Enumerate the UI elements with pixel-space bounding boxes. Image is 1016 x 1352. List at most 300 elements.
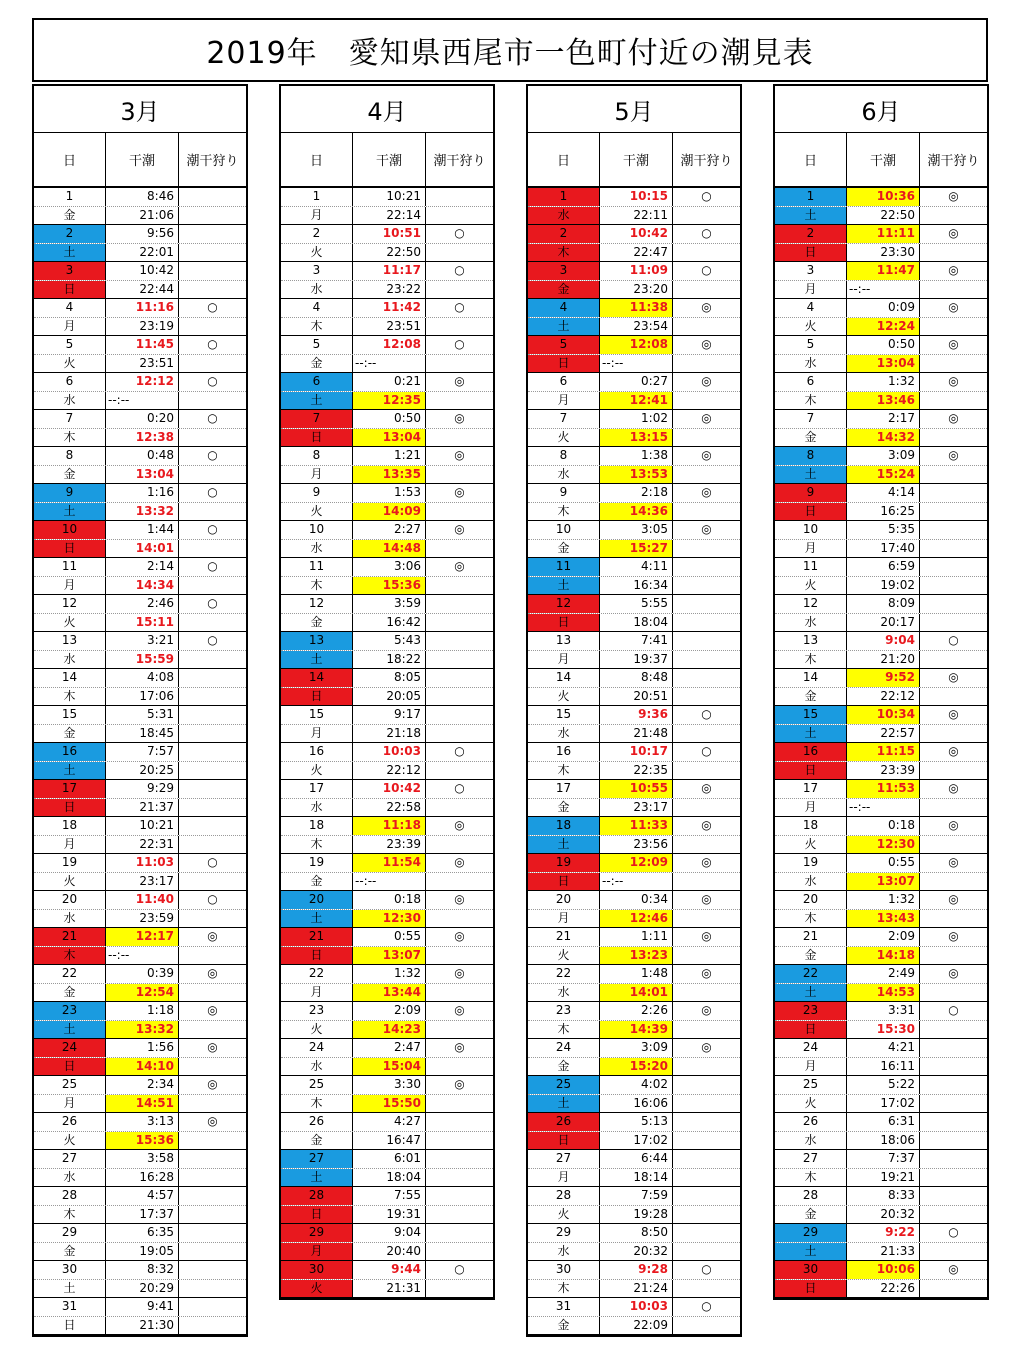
table-row-weekday-16: [775, 762, 987, 781]
empty-cell: [426, 355, 493, 373]
low-tide-1: 9:41: [106, 1298, 179, 1316]
table-row-weekday-18: [34, 836, 246, 855]
empty-cell: [426, 762, 493, 780]
shiohigari-mark: ◎: [948, 189, 959, 203]
low-tide-1: 0:09: [847, 299, 920, 317]
shiohigari-mark: ◎: [701, 818, 712, 832]
low-tide-2: 19:05: [106, 1243, 179, 1261]
weekday: 土: [34, 244, 106, 262]
low-tide-2: 18:04: [353, 1169, 426, 1187]
low-tide-1: 1:38: [600, 447, 673, 465]
empty-cell: [179, 577, 246, 595]
empty-cell: [179, 1280, 246, 1298]
empty-cell: [673, 207, 740, 225]
empty-cell: [673, 651, 740, 669]
table-row-day-20: [528, 891, 740, 910]
table-row-weekday-4: [775, 318, 987, 337]
shiohigari-mark: ◎: [701, 855, 712, 869]
empty-cell: [673, 429, 740, 447]
low-tide-2: 20:29: [106, 1280, 179, 1298]
weekday: 日: [34, 1058, 106, 1076]
month-table-april: [279, 84, 495, 1300]
low-tide-1: 0:20: [106, 410, 179, 428]
table-row-day-3: [281, 262, 493, 281]
table-row-day-18: [34, 817, 246, 836]
shiohigari-mark: [920, 521, 987, 539]
low-tide-1: 7:37: [847, 1150, 920, 1168]
low-tide-1: 10:03: [600, 1298, 673, 1316]
day-number: 5: [775, 336, 847, 354]
day-number: 23: [528, 1002, 600, 1020]
empty-cell: [673, 1132, 740, 1150]
table-row-day-19: [775, 854, 987, 873]
weekday: 土: [775, 466, 847, 484]
table-row-day-24: [281, 1039, 493, 1058]
low-tide-1: 6:35: [106, 1224, 179, 1242]
empty-cell: [920, 799, 987, 817]
empty-cell: [426, 577, 493, 595]
low-tide-2: 18:06: [847, 1132, 920, 1150]
empty-cell: [920, 1206, 987, 1224]
table-row-weekday-29: [775, 1243, 987, 1262]
day-number: 19: [281, 854, 353, 872]
table-row-day-1: [528, 188, 740, 207]
table-row-day-8: [775, 447, 987, 466]
table-row-weekday-9: [775, 503, 987, 522]
weekday: 火: [281, 244, 353, 262]
low-tide-1: 11:18: [353, 817, 426, 835]
low-tide-1: 11:03: [106, 854, 179, 872]
weekday: 月: [528, 651, 600, 669]
shiohigari-mark: ◎: [454, 892, 465, 906]
empty-cell: [920, 466, 987, 484]
day-number: 22: [281, 965, 353, 983]
empty-cell: [426, 466, 493, 484]
low-tide-2: 22:09: [600, 1317, 673, 1335]
low-tide-1: 1:21: [353, 447, 426, 465]
weekday: 水: [34, 910, 106, 928]
table-row-day-6: [281, 373, 493, 392]
low-tide-1: 2:09: [353, 1002, 426, 1020]
shiohigari-mark: ○: [454, 744, 465, 758]
low-tide-2: 14:01: [106, 540, 179, 558]
table-row-weekday-20: [281, 910, 493, 929]
shiohigari-mark: [179, 188, 246, 206]
low-tide-1: 12:17: [106, 928, 179, 946]
shiohigari-mark: ○: [207, 300, 218, 314]
low-tide-1: 10:17: [600, 743, 673, 761]
day-number: 20: [281, 891, 353, 909]
low-tide-1: 10:55: [600, 780, 673, 798]
low-tide-2: 23:20: [600, 281, 673, 299]
weekday: 土: [528, 577, 600, 595]
day-number: 30: [34, 1261, 106, 1279]
column-header-shiohigari: 潮干狩り: [927, 154, 980, 169]
day-number: 16: [775, 743, 847, 761]
table-row-day-1: [775, 188, 987, 207]
table-row-weekday-23: [34, 1021, 246, 1040]
low-tide-2: 14:32: [847, 429, 920, 447]
day-number: 8: [775, 447, 847, 465]
table-row-weekday-22: [34, 984, 246, 1003]
table-row-weekday-11: [528, 577, 740, 596]
low-tide-2: 19:31: [353, 1206, 426, 1224]
weekday: 月: [528, 1169, 600, 1187]
low-tide-1: 4:14: [847, 484, 920, 502]
weekday: 土: [775, 725, 847, 743]
table-row-day-21: [281, 928, 493, 947]
table-row-weekday-30: [281, 1280, 493, 1299]
shiohigari-mark: ◎: [701, 411, 712, 425]
shiohigari-mark: ◎: [207, 1003, 218, 1017]
low-tide-2: 23:51: [106, 355, 179, 373]
low-tide-1: 7:41: [600, 632, 673, 650]
low-tide-2: 20:17: [847, 614, 920, 632]
table-row-weekday-19: [34, 873, 246, 892]
low-tide-1: 4:08: [106, 669, 179, 687]
table-row-day-12: [775, 595, 987, 614]
low-tide-1: 3:31: [847, 1002, 920, 1020]
low-tide-1: 10:03: [353, 743, 426, 761]
weekday: 金: [775, 688, 847, 706]
empty-cell: [673, 1021, 740, 1039]
low-tide-2: 22:01: [106, 244, 179, 262]
day-number: 19: [775, 854, 847, 872]
empty-cell: [179, 688, 246, 706]
empty-cell: [179, 1058, 246, 1076]
table-row-day-3: [775, 262, 987, 281]
shiohigari-mark: ◎: [948, 448, 959, 462]
table-row-day-7: [775, 410, 987, 429]
low-tide-2: 13:07: [847, 873, 920, 891]
low-tide-2: --:--: [847, 799, 920, 817]
low-tide-2: 20:25: [106, 762, 179, 780]
low-tide-2: 23:22: [353, 281, 426, 299]
low-tide-1: 11:11: [847, 225, 920, 243]
weekday: 月: [775, 799, 847, 817]
shiohigari-mark: ○: [207, 596, 218, 610]
table-row-weekday-12: [281, 614, 493, 633]
low-tide-2: 18:14: [600, 1169, 673, 1187]
empty-cell: [920, 281, 987, 299]
empty-cell: [920, 688, 987, 706]
empty-cell: [426, 873, 493, 891]
weekday: 木: [775, 651, 847, 669]
shiohigari-mark: [920, 1113, 987, 1131]
table-row-day-14: [775, 669, 987, 688]
day-number: 24: [34, 1039, 106, 1057]
table-row-weekday-4: [34, 318, 246, 337]
table-row-weekday-29: [528, 1243, 740, 1262]
weekday: 木: [775, 1169, 847, 1187]
low-tide-2: 22:57: [847, 725, 920, 743]
shiohigari-mark: ◎: [454, 485, 465, 499]
empty-cell: [179, 318, 246, 336]
low-tide-2: 12:46: [600, 910, 673, 928]
empty-cell: [426, 651, 493, 669]
day-number: 14: [281, 669, 353, 687]
empty-cell: [426, 1206, 493, 1224]
table-row-day-15: [34, 706, 246, 725]
table-row-day-9: [775, 484, 987, 503]
day-number: 26: [281, 1113, 353, 1131]
low-tide-2: 23:30: [847, 244, 920, 262]
table-row-weekday-7: [281, 429, 493, 448]
low-tide-1: 5:55: [600, 595, 673, 613]
low-tide-1: 2:14: [106, 558, 179, 576]
table-row-weekday-28: [775, 1206, 987, 1225]
table-row-day-6: [528, 373, 740, 392]
empty-cell: [920, 762, 987, 780]
table-row-weekday-7: [34, 429, 246, 448]
table-row-weekday-2: [528, 244, 740, 263]
day-number: 7: [34, 410, 106, 428]
low-tide-2: 14:36: [600, 503, 673, 521]
shiohigari-mark: [179, 669, 246, 687]
table-row-weekday-14: [34, 688, 246, 707]
table-row-day-11: [528, 558, 740, 577]
low-tide-1: 4:02: [600, 1076, 673, 1094]
shiohigari-mark: ○: [948, 1003, 959, 1017]
table-row-day-7: [528, 410, 740, 429]
table-row-weekday-20: [34, 910, 246, 929]
shiohigari-mark: ◎: [948, 929, 959, 943]
table-row-day-26: [281, 1113, 493, 1132]
weekday: 金: [528, 799, 600, 817]
table-row-day-18: [775, 817, 987, 836]
table-row-day-20: [281, 891, 493, 910]
low-tide-1: 8:46: [106, 188, 179, 206]
weekday: 火: [34, 614, 106, 632]
weekday: 日: [281, 1206, 353, 1224]
shiohigari-mark: [426, 1113, 493, 1131]
empty-cell: [673, 614, 740, 632]
weekday: 日: [281, 429, 353, 447]
low-tide-1: 1:56: [106, 1039, 179, 1057]
weekday: 水: [775, 355, 847, 373]
empty-cell: [920, 355, 987, 373]
table-row-day-8: [528, 447, 740, 466]
empty-cell: [920, 429, 987, 447]
table-row-weekday-5: [34, 355, 246, 374]
weekday: 火: [34, 873, 106, 891]
table-row-day-4: [281, 299, 493, 318]
table-row-weekday-27: [34, 1169, 246, 1188]
table-row-day-29: [34, 1224, 246, 1243]
table-row-weekday-25: [281, 1095, 493, 1114]
day-number: 14: [34, 669, 106, 687]
day-number: 29: [775, 1224, 847, 1242]
empty-cell: [179, 1206, 246, 1224]
empty-cell: [673, 1169, 740, 1187]
low-tide-1: 10:42: [353, 780, 426, 798]
table-row-weekday-22: [528, 984, 740, 1003]
shiohigari-mark: ◎: [454, 818, 465, 832]
low-tide-1: 11:38: [600, 299, 673, 317]
table-row-weekday-18: [775, 836, 987, 855]
empty-cell: [920, 1058, 987, 1076]
day-number: 9: [528, 484, 600, 502]
low-tide-1: 2:26: [600, 1002, 673, 1020]
weekday: 金: [775, 1206, 847, 1224]
day-number: 17: [281, 780, 353, 798]
weekday: 日: [775, 244, 847, 262]
day-number: 4: [281, 299, 353, 317]
empty-cell: [673, 503, 740, 521]
low-tide-2: 20:05: [353, 688, 426, 706]
low-tide-2: 12:41: [600, 392, 673, 410]
empty-cell: [673, 762, 740, 780]
day-number: 19: [528, 854, 600, 872]
low-tide-2: 12:35: [353, 392, 426, 410]
day-number: 2: [34, 225, 106, 243]
shiohigari-mark: [920, 595, 987, 613]
low-tide-2: --:--: [106, 947, 179, 965]
weekday: 月: [34, 318, 106, 336]
shiohigari-mark: ○: [454, 1262, 465, 1276]
empty-cell: [673, 540, 740, 558]
empty-cell: [920, 910, 987, 928]
table-row-weekday-1: [34, 207, 246, 226]
low-tide-2: 23:51: [353, 318, 426, 336]
shiohigari-mark: ◎: [948, 818, 959, 832]
column-header-shiohigari: 潮干狩り: [680, 154, 733, 169]
shiohigari-mark: ○: [207, 485, 218, 499]
shiohigari-mark: ◎: [948, 226, 959, 240]
table-row-day-8: [34, 447, 246, 466]
day-number: 8: [528, 447, 600, 465]
low-tide-2: 17:02: [600, 1132, 673, 1150]
day-number: 5: [34, 336, 106, 354]
shiohigari-mark: ○: [207, 633, 218, 647]
low-tide-1: 12:12: [106, 373, 179, 391]
table-row-day-24: [528, 1039, 740, 1058]
shiohigari-mark: [673, 669, 740, 687]
table-row-day-11: [775, 558, 987, 577]
empty-cell: [673, 392, 740, 410]
empty-cell: [920, 503, 987, 521]
low-tide-1: 2:18: [600, 484, 673, 502]
low-tide-1: 11:16: [106, 299, 179, 317]
low-tide-1: 3:30: [353, 1076, 426, 1094]
low-tide-2: 22:12: [353, 762, 426, 780]
day-number: 4: [34, 299, 106, 317]
table-row-day-5: [528, 336, 740, 355]
empty-cell: [179, 873, 246, 891]
column-header-shiohigari: 潮干狩り: [433, 154, 486, 169]
low-tide-2: 23:17: [106, 873, 179, 891]
table-row-weekday-3: [775, 281, 987, 300]
empty-cell: [673, 873, 740, 891]
shiohigari-mark: ◎: [701, 929, 712, 943]
low-tide-1: 0:21: [353, 373, 426, 391]
table-row-day-12: [34, 595, 246, 614]
table-row-weekday-9: [528, 503, 740, 522]
low-tide-2: 15:27: [600, 540, 673, 558]
empty-cell: [673, 1058, 740, 1076]
day-number: 24: [775, 1039, 847, 1057]
empty-cell: [920, 318, 987, 336]
day-number: 25: [34, 1076, 106, 1094]
low-tide-1: 0:34: [600, 891, 673, 909]
day-number: 23: [775, 1002, 847, 1020]
shiohigari-mark: [673, 1113, 740, 1131]
weekday: 月: [775, 281, 847, 299]
low-tide-1: 6:31: [847, 1113, 920, 1131]
weekday: 土: [281, 910, 353, 928]
table-row-day-26: [528, 1113, 740, 1132]
table-row-day-25: [281, 1076, 493, 1095]
low-tide-2: 12:38: [106, 429, 179, 447]
low-tide-2: 14:48: [353, 540, 426, 558]
day-number: 2: [281, 225, 353, 243]
weekday: 水: [34, 392, 106, 410]
weekday: 木: [775, 910, 847, 928]
table-row-day-17: [281, 780, 493, 799]
shiohigari-mark: ○: [454, 337, 465, 351]
weekday: 木: [34, 1206, 106, 1224]
table-row-day-30: [281, 1261, 493, 1280]
day-number: 22: [528, 965, 600, 983]
low-tide-1: 1:44: [106, 521, 179, 539]
weekday: 土: [528, 836, 600, 854]
low-tide-1: 6:59: [847, 558, 920, 576]
empty-cell: [920, 1280, 987, 1298]
day-number: 2: [775, 225, 847, 243]
day-number: 21: [775, 928, 847, 946]
shiohigari-mark: ◎: [948, 781, 959, 795]
day-number: 21: [281, 928, 353, 946]
day-number: 3: [528, 262, 600, 280]
empty-cell: [920, 725, 987, 743]
shiohigari-mark: [179, 817, 246, 835]
table-row-weekday-8: [34, 466, 246, 485]
low-tide-1: 10:15: [600, 188, 673, 206]
table-row-day-26: [775, 1113, 987, 1132]
low-tide-2: 21:30: [106, 1317, 179, 1335]
shiohigari-mark: ○: [207, 411, 218, 425]
empty-cell: [920, 836, 987, 854]
low-tide-1: 4:21: [847, 1039, 920, 1057]
day-number: 15: [281, 706, 353, 724]
table-row-day-2: [281, 225, 493, 244]
day-number: 5: [528, 336, 600, 354]
day-number: 30: [775, 1261, 847, 1279]
low-tide-1: 3:09: [847, 447, 920, 465]
day-number: 30: [281, 1261, 353, 1279]
shiohigari-mark: ○: [454, 226, 465, 240]
day-number: 9: [281, 484, 353, 502]
table-row-day-14: [528, 669, 740, 688]
empty-cell: [920, 947, 987, 965]
table-row-weekday-6: [775, 392, 987, 411]
table-row-weekday-15: [775, 725, 987, 744]
low-tide-1: 1:32: [847, 373, 920, 391]
weekday: 水: [528, 207, 600, 225]
day-number: 15: [528, 706, 600, 724]
weekday: 日: [34, 281, 106, 299]
weekday: 木: [528, 1021, 600, 1039]
table-row-day-8: [281, 447, 493, 466]
day-number: 27: [34, 1150, 106, 1168]
empty-cell: [426, 910, 493, 928]
month-table-march: [32, 84, 248, 1337]
table-row-day-22: [34, 965, 246, 984]
table-row-day-27: [775, 1150, 987, 1169]
day-number: 9: [775, 484, 847, 502]
day-number: 10: [281, 521, 353, 539]
low-tide-1: 0:39: [106, 965, 179, 983]
